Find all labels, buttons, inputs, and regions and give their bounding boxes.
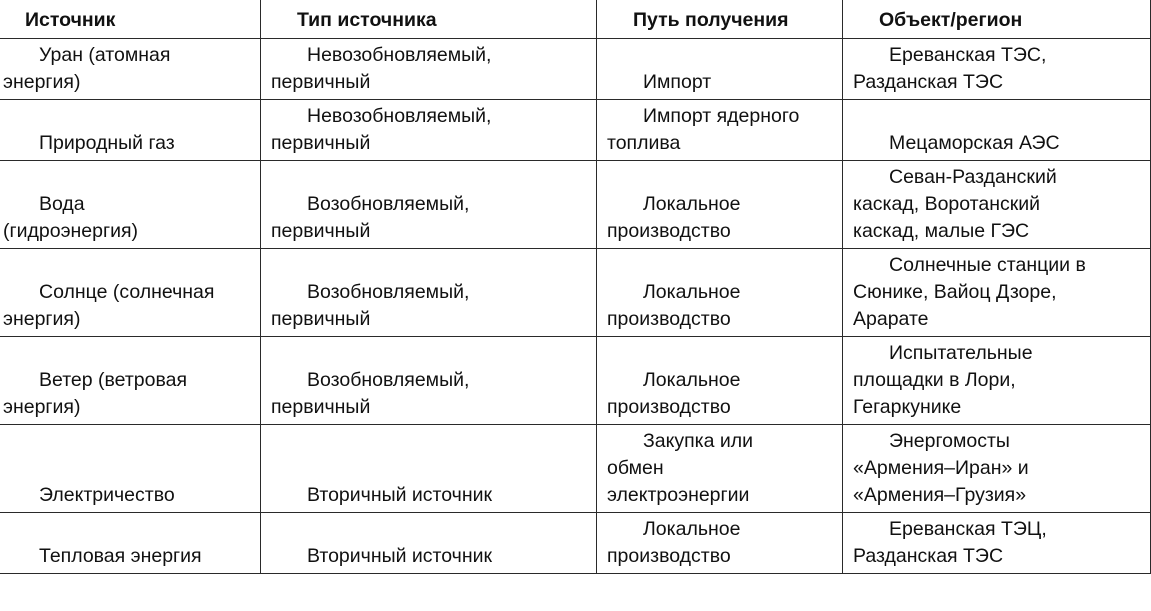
table-row xyxy=(0,249,1151,337)
cell-line: Севан-Разданский xyxy=(889,166,1057,188)
header-object: Объект/регион xyxy=(843,0,1151,39)
cell-source xyxy=(0,249,261,337)
cell-line: производство xyxy=(607,545,731,567)
header-type: Тип источника xyxy=(261,0,597,39)
cell-type xyxy=(261,39,597,100)
cell-line: Ветер (ветровая xyxy=(39,369,188,391)
cell-line: Гегаркунике xyxy=(853,396,962,418)
cell-path xyxy=(597,39,843,100)
cell-line: Электричество xyxy=(39,484,175,506)
cell-line: Природный газ xyxy=(39,132,175,154)
cell-line: энергия) xyxy=(3,308,81,330)
cell-line: Импорт xyxy=(643,71,712,93)
cell-line: Разданская ТЭС xyxy=(853,545,1004,567)
cell-line: «Армения–Грузия» xyxy=(853,484,1027,506)
cell-type xyxy=(261,100,597,161)
cell-line: производство xyxy=(607,220,731,242)
cell-line: первичный xyxy=(271,220,371,242)
cell-object xyxy=(843,513,1151,574)
header-source: Источник xyxy=(0,0,261,39)
cell-object xyxy=(843,161,1151,249)
cell-line: (гидроэнергия) xyxy=(3,220,139,242)
cell-line: каскад, Воротанский xyxy=(853,193,1041,215)
table-row xyxy=(0,425,1151,513)
cell-line: Солнце (солнечная xyxy=(39,281,215,303)
cell-line: Энергомосты xyxy=(889,430,1010,452)
cell-line: энергия) xyxy=(3,71,81,93)
cell-line: Локальное xyxy=(643,281,741,303)
cell-source xyxy=(0,39,261,100)
cell-line: Ереванская ТЭЦ, xyxy=(889,518,1047,540)
cell-path xyxy=(597,513,843,574)
table-header-row xyxy=(0,0,1151,39)
cell-type xyxy=(261,249,597,337)
cell-object xyxy=(843,337,1151,425)
cell-line: Локальное xyxy=(643,193,741,215)
cell-source xyxy=(0,100,261,161)
cell-line: Сюнике, Вайоц Дзоре, xyxy=(853,281,1057,303)
cell-source xyxy=(0,161,261,249)
cell-path xyxy=(597,337,843,425)
cell-line: «Армения–Иран» и xyxy=(853,457,1029,479)
cell-line: Локальное xyxy=(643,369,741,391)
header-path: Путь получения xyxy=(597,0,843,39)
cell-line: Арарате xyxy=(853,308,929,330)
cell-line: Локальное xyxy=(643,518,741,540)
table-row xyxy=(0,337,1151,425)
cell-path xyxy=(597,100,843,161)
cell-line: энергия) xyxy=(3,396,81,418)
cell-path xyxy=(597,249,843,337)
cell-line: Вода xyxy=(39,193,85,215)
cell-line: каскад, малые ГЭС xyxy=(853,220,1030,242)
cell-object xyxy=(843,39,1151,100)
table-row xyxy=(0,39,1151,100)
cell-object xyxy=(843,425,1151,513)
cell-path xyxy=(597,161,843,249)
cell-object xyxy=(843,249,1151,337)
cell-line: Возобновляемый, xyxy=(307,369,470,391)
cell-line: Ереванская ТЭС, xyxy=(889,44,1047,66)
table-row xyxy=(0,161,1151,249)
cell-line: Невозобновляемый, xyxy=(307,44,492,66)
cell-line: Невозобновляемый, xyxy=(307,105,492,127)
cell-line: площадки в Лори, xyxy=(853,369,1016,391)
cell-object xyxy=(843,100,1151,161)
cell-line: топлива xyxy=(607,132,681,154)
cell-source xyxy=(0,513,261,574)
cell-line: производство xyxy=(607,396,731,418)
cell-source xyxy=(0,337,261,425)
cell-line: Импорт ядерного xyxy=(643,105,800,127)
cell-line: первичный xyxy=(271,132,371,154)
cell-source xyxy=(0,425,261,513)
cell-type xyxy=(261,425,597,513)
cell-line: Тепловая энергия xyxy=(39,545,202,567)
table-row xyxy=(0,513,1151,574)
cell-line: Вторичный источник xyxy=(307,545,493,567)
cell-line: первичный xyxy=(271,308,371,330)
cell-line: Вторичный источник xyxy=(307,484,493,506)
cell-type xyxy=(261,337,597,425)
cell-line: Закупка или xyxy=(643,430,754,452)
cell-line: обмен xyxy=(607,457,664,479)
cell-line: Солнечные станции в xyxy=(889,254,1086,276)
cell-line: Мецаморская АЭС xyxy=(889,132,1060,154)
cell-line: Разданская ТЭС xyxy=(853,71,1004,93)
cell-line: Уран (атомная xyxy=(39,44,171,66)
cell-line: Возобновляемый, xyxy=(307,193,470,215)
cell-path xyxy=(597,425,843,513)
table-row xyxy=(0,100,1151,161)
cell-line: первичный xyxy=(271,396,371,418)
cell-line: первичный xyxy=(271,71,371,93)
cell-line: производство xyxy=(607,308,731,330)
cell-line: Испытательные xyxy=(889,342,1033,364)
cell-type xyxy=(261,513,597,574)
cell-type xyxy=(261,161,597,249)
cell-line: Возобновляемый, xyxy=(307,281,470,303)
cell-line: электроэнергии xyxy=(607,484,750,506)
